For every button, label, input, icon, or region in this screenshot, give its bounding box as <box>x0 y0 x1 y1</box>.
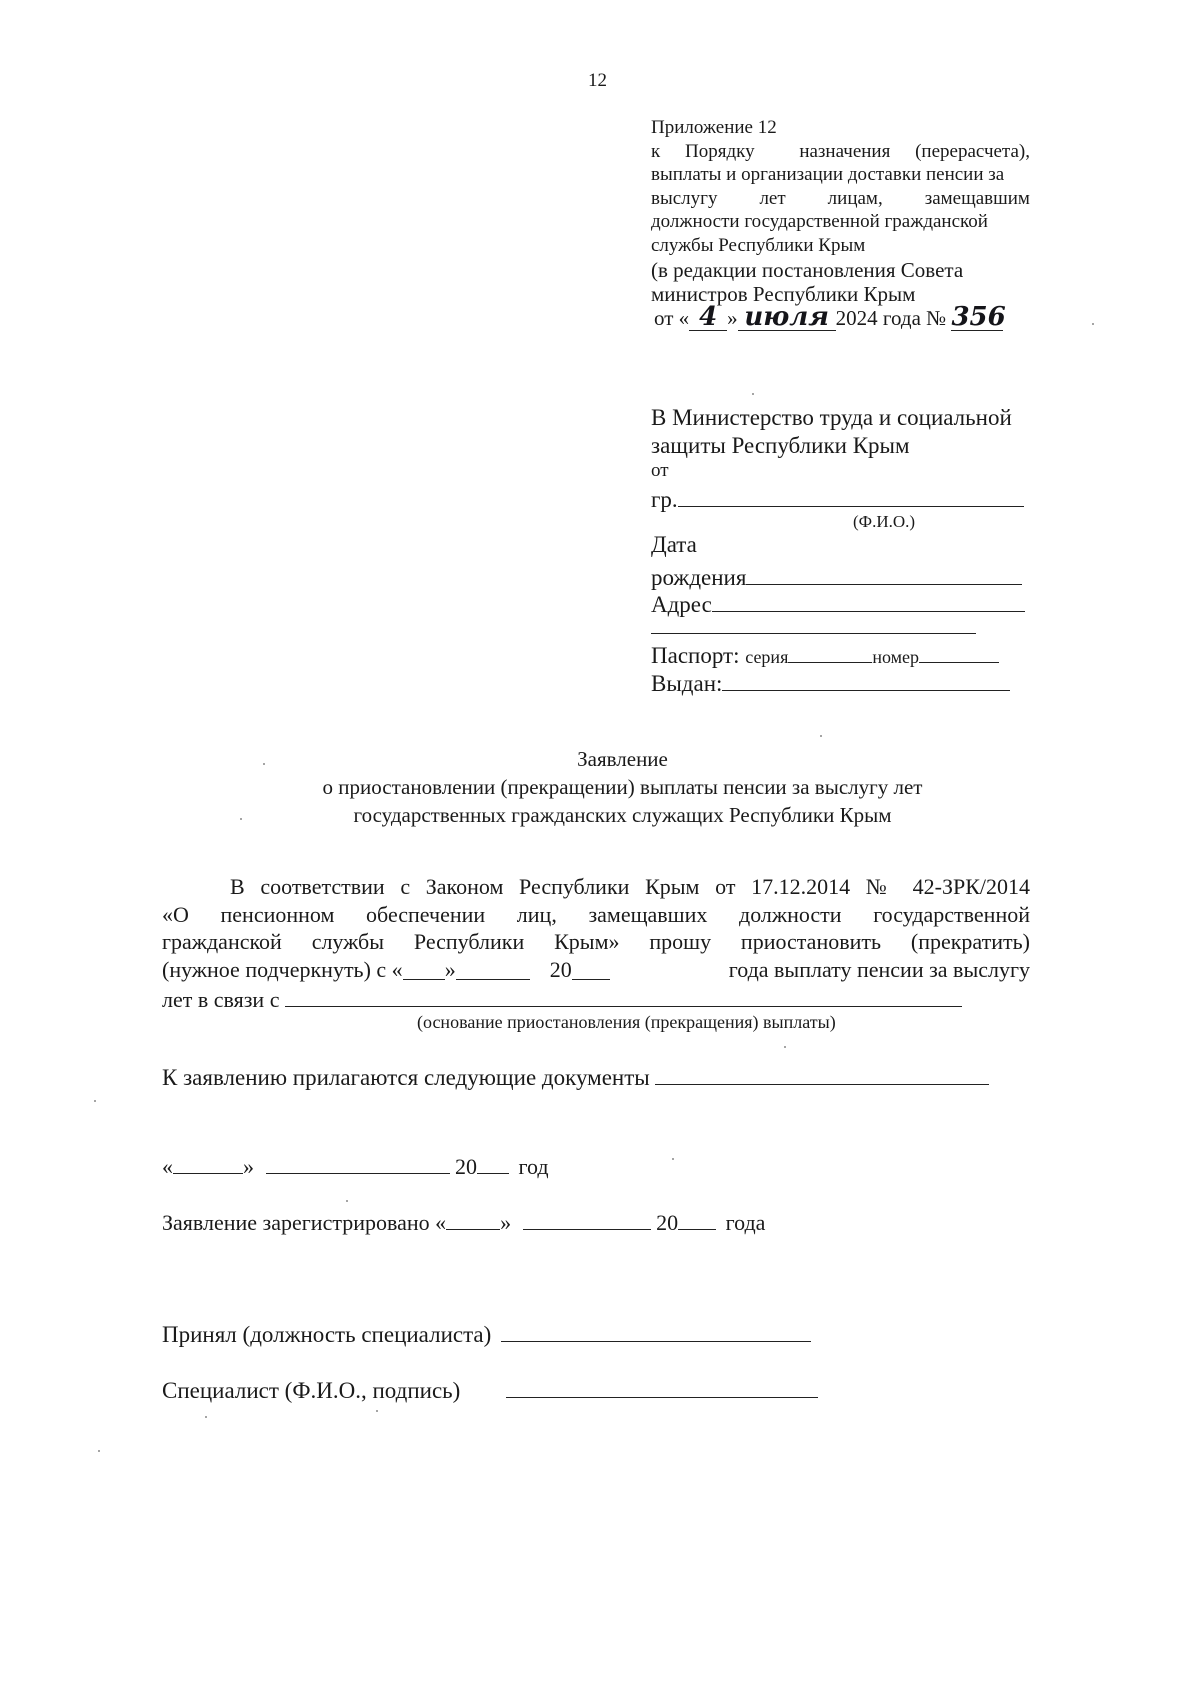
specialist-field[interactable] <box>506 1373 818 1398</box>
date-mid: » <box>727 306 738 330</box>
appendix-word: (перерасчета), <box>915 140 1030 162</box>
date-open: « <box>162 1154 173 1180</box>
specialist-line <box>162 1373 818 1404</box>
sign-day-field[interactable] <box>173 1150 243 1174</box>
date-month-handwritten: июля <box>738 304 836 331</box>
scan-speck <box>784 1046 786 1048</box>
scan-speck <box>376 1410 378 1412</box>
appendix-word: лицам, <box>827 187 883 209</box>
registered-year-suffix: года <box>725 1210 766 1236</box>
appendix-line: министров Республики Крым <box>651 281 916 306</box>
scan-speck <box>98 1450 100 1452</box>
scan-speck <box>205 1416 207 1418</box>
scan-speck <box>94 1100 96 1102</box>
birth-date-field[interactable] <box>746 560 1022 585</box>
birth-label-1: Дата <box>651 532 697 557</box>
paragraph-text: » <box>444 956 456 982</box>
appendix-line: службы Республики Крым <box>651 234 866 256</box>
documents-field[interactable] <box>655 1060 989 1085</box>
appendix-line <box>651 140 1030 164</box>
document-title: Заявление <box>577 747 668 771</box>
date-close: » <box>243 1154 254 1180</box>
reason-caption: (основание приостановления (прекращения) выплаты) <box>417 1012 836 1032</box>
scan-speck <box>240 818 242 820</box>
year-prefix: 20 <box>455 1154 477 1180</box>
fio-field[interactable] <box>678 482 1024 507</box>
address-field[interactable] <box>712 587 1025 612</box>
documents-label: К заявлению прилагаются следующие документы <box>162 1065 650 1091</box>
scan-speck <box>820 735 822 737</box>
appendix-word: Порядку <box>684 140 755 162</box>
appendix-line: должности государственной гражданской <box>651 211 988 232</box>
issued-label: Выдан: <box>651 671 723 697</box>
date-prefix: от « <box>654 306 690 330</box>
appendix-word: замещавшим <box>924 187 1030 209</box>
registered-year-prefix: 20 <box>656 1210 679 1236</box>
accepted-field[interactable] <box>501 1317 811 1342</box>
sign-year-field[interactable] <box>477 1150 509 1174</box>
passport-label: Паспорт: <box>651 643 740 669</box>
paragraph-text: 20 <box>549 956 572 982</box>
paragraph-text: года выплату пенсии за выслугу <box>728 956 1030 982</box>
addressee-line-1: В Министерство труда и социальной <box>651 405 1012 430</box>
decree-date-line <box>654 302 1006 332</box>
registration-line <box>162 1206 765 1236</box>
sign-month-field[interactable] <box>266 1150 450 1174</box>
signature-date-line <box>162 1150 549 1180</box>
paragraph-line: «О пенсионном обеспечении лиц, замещавших должности государственной <box>162 901 1030 927</box>
appendix-line <box>651 187 1030 211</box>
from-label: от <box>651 460 669 481</box>
paragraph-line: В соответствии с Законом Республики Крым от 17.12.2014 № 42-ЗРК/2014 <box>230 874 1030 899</box>
fio-caption: (Ф.И.О.) <box>853 512 916 531</box>
address-label: Адрес <box>651 592 712 618</box>
paragraph-text: (нужное подчеркнуть) с « <box>162 956 403 982</box>
reg-day-field[interactable] <box>446 1206 500 1230</box>
stop-year-field[interactable] <box>572 956 610 980</box>
appendix-line: выплаты и организации доставки пенсии за <box>651 164 1005 185</box>
reg-year-field[interactable] <box>678 1206 716 1230</box>
document-subtitle-2: государственных гражданских служащих Республики Крым <box>353 803 892 827</box>
accepted-label: Принял (должность специалиста) <box>162 1322 492 1348</box>
paragraph-line: гражданской службы Республики Крым» прошу приостановить (прекратить) <box>162 929 1030 954</box>
body-paragraph <box>162 873 1030 1014</box>
passport-line <box>651 638 999 669</box>
scan-speck <box>1092 323 1094 325</box>
series-label: серия <box>745 647 789 668</box>
scan-speck <box>263 763 265 765</box>
addressee-line-2: защиты Республики Крым <box>651 433 910 458</box>
page-number: 12 <box>588 70 607 91</box>
appendix-word: назначения <box>799 140 891 162</box>
appendix-block <box>651 116 1030 306</box>
citizen-prefix: гр. <box>651 487 678 513</box>
citizen-line <box>651 482 1024 513</box>
appendix-word: лет <box>759 187 786 209</box>
decree-number-handwritten: 356 <box>951 302 1006 332</box>
reason-field[interactable] <box>285 983 962 1007</box>
address-line <box>651 587 1025 618</box>
paragraph-line <box>162 956 1030 984</box>
appendix-line: (в редакции постановления Совета <box>651 258 964 282</box>
scan-speck <box>752 393 754 395</box>
date-day-handwritten: 4 <box>689 304 727 331</box>
passport-series-field[interactable] <box>788 638 872 663</box>
specialist-label: Специалист (Ф.И.О., подпись) <box>162 1378 461 1404</box>
document-subtitle-1: о приостановлении (прекращении) выплаты пенсии за выслугу лет <box>322 775 923 799</box>
stop-month-field[interactable] <box>456 956 530 980</box>
appendix-word: выслугу <box>651 187 718 209</box>
reg-month-field[interactable] <box>523 1206 651 1230</box>
scan-speck <box>346 1200 348 1202</box>
issued-line <box>651 666 1010 697</box>
year-suffix: год <box>518 1154 549 1180</box>
accepted-line <box>162 1317 811 1348</box>
issued-field[interactable] <box>722 666 1010 691</box>
documents-line <box>162 1060 989 1091</box>
number-label: номер <box>872 647 920 668</box>
appendix-title: Приложение 12 <box>651 117 777 138</box>
address-field-2[interactable] <box>651 633 976 634</box>
registered-close: » <box>500 1210 512 1236</box>
date-year-text: 2024 года № <box>835 306 947 330</box>
paragraph-text: лет в связи с <box>162 987 280 1013</box>
appendix-word: к <box>651 140 661 162</box>
registered-label: Заявление зарегистрировано « <box>162 1210 447 1236</box>
paragraph-line <box>162 983 1030 1014</box>
birth-label-2: рождения <box>651 565 747 591</box>
scan-speck <box>672 1158 674 1160</box>
passport-number-field[interactable] <box>919 638 999 663</box>
stop-day-field[interactable] <box>403 956 445 980</box>
